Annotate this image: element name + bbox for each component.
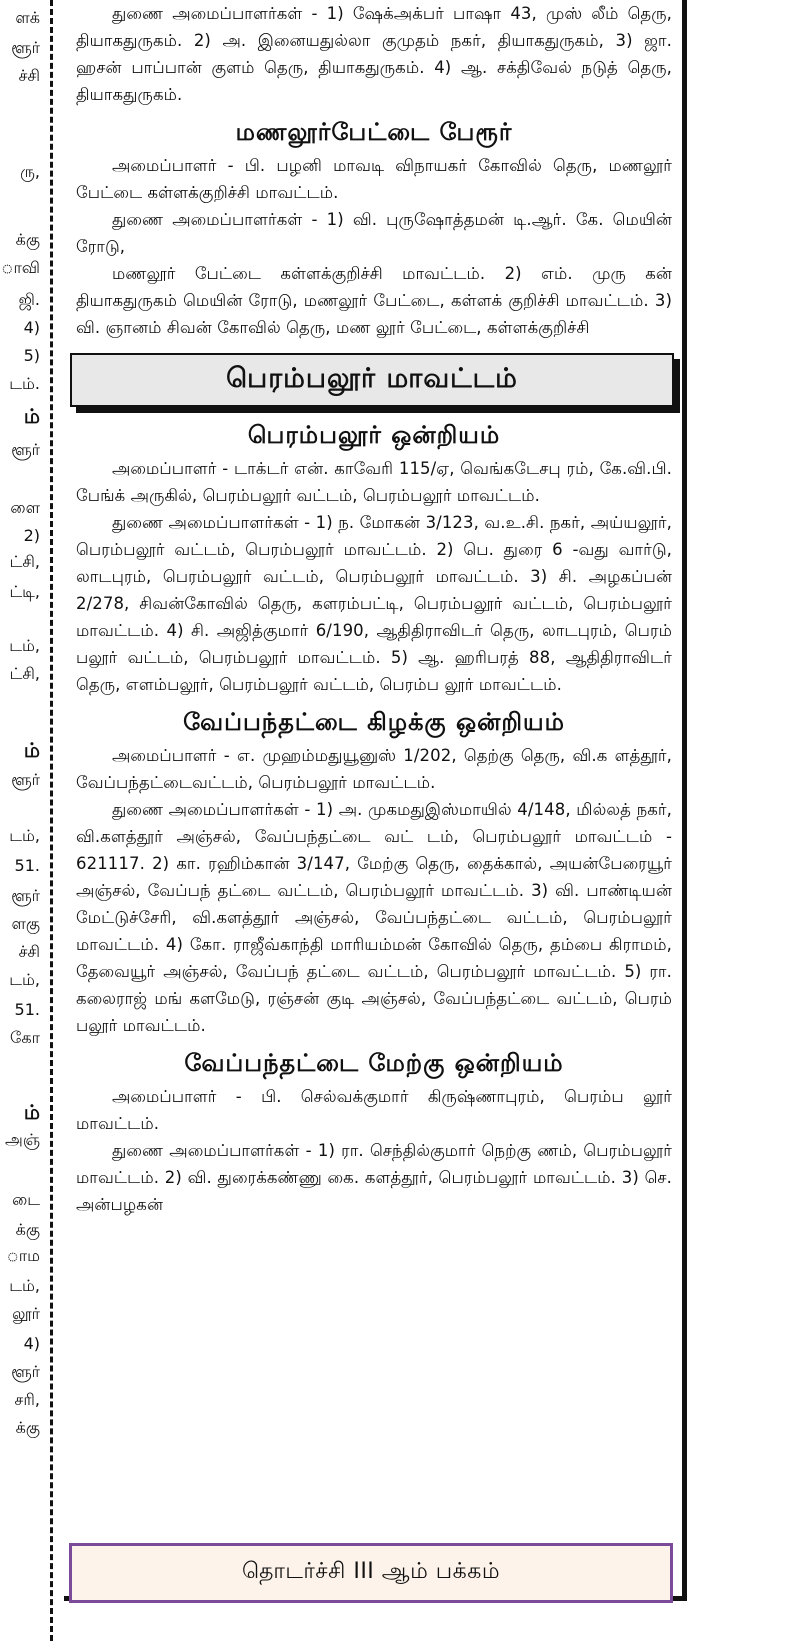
left-column-fragment: ளூர்: [11, 886, 40, 905]
left-column-fragment: ட்டி,: [9, 582, 40, 601]
manalurpet-deputies-cont: மணலூர் பேட்டை கள்ளக்குறிச்சி மாவட்டம். 2) எம். முரு கன் தியாகதுருகம் மெயின் ரோடு, மணலூர் பேட்டை, கள்ளக் குறிச்சி மாவட்டம். 3) வி. ஞானம் சிவன் கோவில் தெரு, மண லூர் பேட்டை, கள்ளக்குறிச்சி: [76, 264, 672, 337]
left-column-fragment: ட்சி,: [9, 664, 40, 683]
left-column-fragment: ளூர்: [11, 770, 40, 789]
left-column-fragment: க்கு: [15, 1418, 40, 1437]
left-column-fragment: ட்சி,: [9, 552, 40, 571]
left-column-fragment: லூர்: [12, 1304, 40, 1323]
left-column-fragment: 2): [23, 526, 40, 545]
left-column-fragment: ளூர்: [11, 38, 40, 57]
veppanthattai-west-organizer: அமைப்பாளர் - பி. செல்வக்குமார் கிருஷ்ணாபுரம், பெரம்ப லூர் மாவட்டம்.: [76, 1087, 672, 1133]
veppanthattai-east-deputies: துணை அமைப்பாளர்கள் - 1) அ. முகமதுஇஸ்மாயில் 4/148, மில்லத் நகர், வி.களத்தூர் அஞ்சல், வேப்பந்தட்டை வட் டம், பெரம்பலூர் மாவட்டம் - 621117. 2) கா. ரஹிம்கான் 3/147, மேற்கு தெரு, தைக்கால், அயன்பேரையூர் அஞ்சல், வேப்பந் தட்டை வட்டம், பெரம்பலூர் மாவட்டம். 3) வி. பாண்டியன் மேட்டுச்சேரி, வி.களத்தூர் அஞ்சல், வேப்பந்தட்டை வட்டம், பெரம்பலூர் மாவட்டம். 4) கோ. ராஜீவ்காந்தி மாரியம்மன் கோவில் தெரு, தம்பை கிராமம், தேவையூர் அஞ்சல், வேப்பந் தட்டை வட்டம், பெரம்பலூர் மாவட்டம். 5) ரா. கலைராஜ் மங் களமேடு, ரஞ்சன் குடி அஞ்சல், வேப்பந்தட்டை வட்டம், பெரம் பலூர் மாவட்டம்.: [76, 800, 672, 1035]
left-column-fragment: ளை: [10, 498, 40, 517]
left-column-fragment: ஜி.: [18, 290, 40, 309]
veppanthattai-west-title: வேப்பந்தட்டை மேற்கு ஒன்றியம்: [184, 1049, 564, 1077]
left-column-fragment: 5): [23, 346, 40, 365]
left-column-fragment: க்கு: [15, 230, 40, 249]
left-column-fragment: டம்,: [9, 1276, 40, 1295]
veppanthattai-east-organizer: அமைப்பாளர் - எ. முஹம்மதுயூனுஸ் 1/202, தெற்கு தெரு, வி.க ளத்தூர், வேப்பந்தட்டைவட்டம், பெரம்பலூர் மாவட்டம்.: [76, 746, 672, 792]
district-heading-box: [70, 353, 674, 407]
continuation-note: தொடர்ச்சி III ஆம் பக்கம்: [241, 1559, 501, 1584]
left-column-fragment: ளகு: [11, 914, 40, 933]
left-column-fragment: ாம: [6, 1246, 40, 1265]
manalurpet-deputies: துணை அமைப்பாளர்கள் - 1) வி. புருஷோத்தமன் டி.ஆர். கே. மெயின் ரோடு,: [76, 210, 672, 256]
left-column-fragment: க்கு: [15, 1220, 40, 1239]
manalurpet-title: மணலூர்பேட்டை பேரூர்: [235, 118, 513, 146]
column-separator: [50, 0, 53, 1641]
district-heading: பெரம்பலூர் மாவட்டம்: [226, 362, 518, 394]
perambalur-organizer: அமைப்பாளர் - டாக்டர் என். காவேரி 115/ஏ, வெங்கடேசபு ரம், கே.வி.பி. பேங்க் அருகில், பெரம்பலூர் வட்டம், பெரம்பலூர் மாவட்டம்.: [76, 459, 672, 505]
veppanthattai-east-title: வேப்பந்தட்டை கிழக்கு ஒன்றியம்: [183, 708, 565, 736]
left-column-fragment: டம்,: [9, 636, 40, 655]
left-column-fragment: கோ: [10, 1028, 40, 1047]
left-column-fragment: ம்: [23, 738, 40, 762]
left-column-fragment: ம்: [23, 1100, 40, 1124]
left-column-fragment: சரி,: [14, 1390, 40, 1409]
left-column-fragment: 51.: [14, 1000, 40, 1019]
left-column-fragment: டம்,: [9, 826, 40, 845]
perambalur-deputies: துணை அமைப்பாளர்கள் - 1) ந. மோகன் 3/123, வ.உ.சி. நகர், அய்யலூர், பெரம்பலூர் வட்டம், பெரம்பலூர் மாவட்டம். 2) பெ. துரை 6 -வது வார்டு, லாடபுரம், பெரம்பலூர் வட்டம், பெரம்பலூர் மாவட்டம். 3) சி. அழகப்பன் 2/278, சிவன்கோவில் தெரு, களரம்பட்டி, பெரம்பலூர் வட்டம், பெரம்பலூர் மாவட்டம். 4) சி. அஜித்குமார் 6/190, ஆதிதிராவிடர் தெரு, லாடபுரம், பெரம் பலூர் வட்டம், பெரம்பலூர் மாவட்டம். 5) ஆ. ஹரிபரத் 88, ஆதிதிராவிடர் தெரு, எளம்பலூர், பெரம்பலூர் வட்டம், பெரம்ப லூர் மாவட்டம்.: [76, 513, 672, 694]
veppanthattai-west-deputies: துணை அமைப்பாளர்கள் - 1) ரா. செந்தில்குமார் நெற்கு ணம், பெரம்பலூர் மாவட்டம். 2) வி. துரைக்கண்ணு கை. களத்தூர், பெரம்பலூர் மாவட்டம். 3) செ. அன்பழகன்: [76, 1141, 672, 1214]
left-column-fragment: ரு,: [20, 162, 40, 181]
left-column-fragment: டம்.: [9, 374, 40, 393]
left-column-fragment: ளூர்: [11, 440, 40, 459]
left-column-fragment: ளக்: [15, 8, 40, 27]
left-column-fragment: அஞ்: [5, 1130, 40, 1149]
left-column-fragment: ளூர்: [11, 1362, 40, 1381]
manalurpet-organizer: அமைப்பாளர் - பி. பழனி மாவடி விநாயகர் கோவில் தெரு, மணலூர் பேட்டை கள்ளக்குறிச்சி மாவட்டம்.: [76, 156, 672, 202]
continuation-box: [69, 1543, 673, 1603]
perambalur-title: பெரம்பலூர் ஒன்றியம்: [247, 421, 501, 449]
left-column-fragment: ச்சி: [18, 942, 40, 961]
left-column-fragment: ாவி: [1, 258, 40, 277]
left-column-fragments: [0, 0, 46, 1641]
left-column-fragment: ம்: [23, 404, 40, 428]
left-column-fragment: டை: [12, 1190, 40, 1209]
left-column-fragment: டம்,: [9, 970, 40, 989]
left-column-fragment: 51.: [14, 856, 40, 875]
left-column-fragment: 4): [23, 1334, 40, 1353]
article-body: [76, 0, 672, 1218]
intro-deputies: துணை அமைப்பாளர்கள் - 1) ஷேக்அக்பர் பாஷா 43, முஸ் லீம் தெரு, தியாகதுருகம். 2) அ. இனையதுல்லா குமுதம் நகர், தியாகதுருகம், 3) ஜா. ஹசன் பாப்பான் குளம் தெரு, தியாகதுருகம். 4) ஆ. சக்திவேல் நடுத் தெரு, தியாகதுருகம்.: [76, 4, 672, 104]
left-column-fragment: ச்சி: [18, 66, 40, 85]
left-column-fragment: 4): [23, 318, 40, 337]
